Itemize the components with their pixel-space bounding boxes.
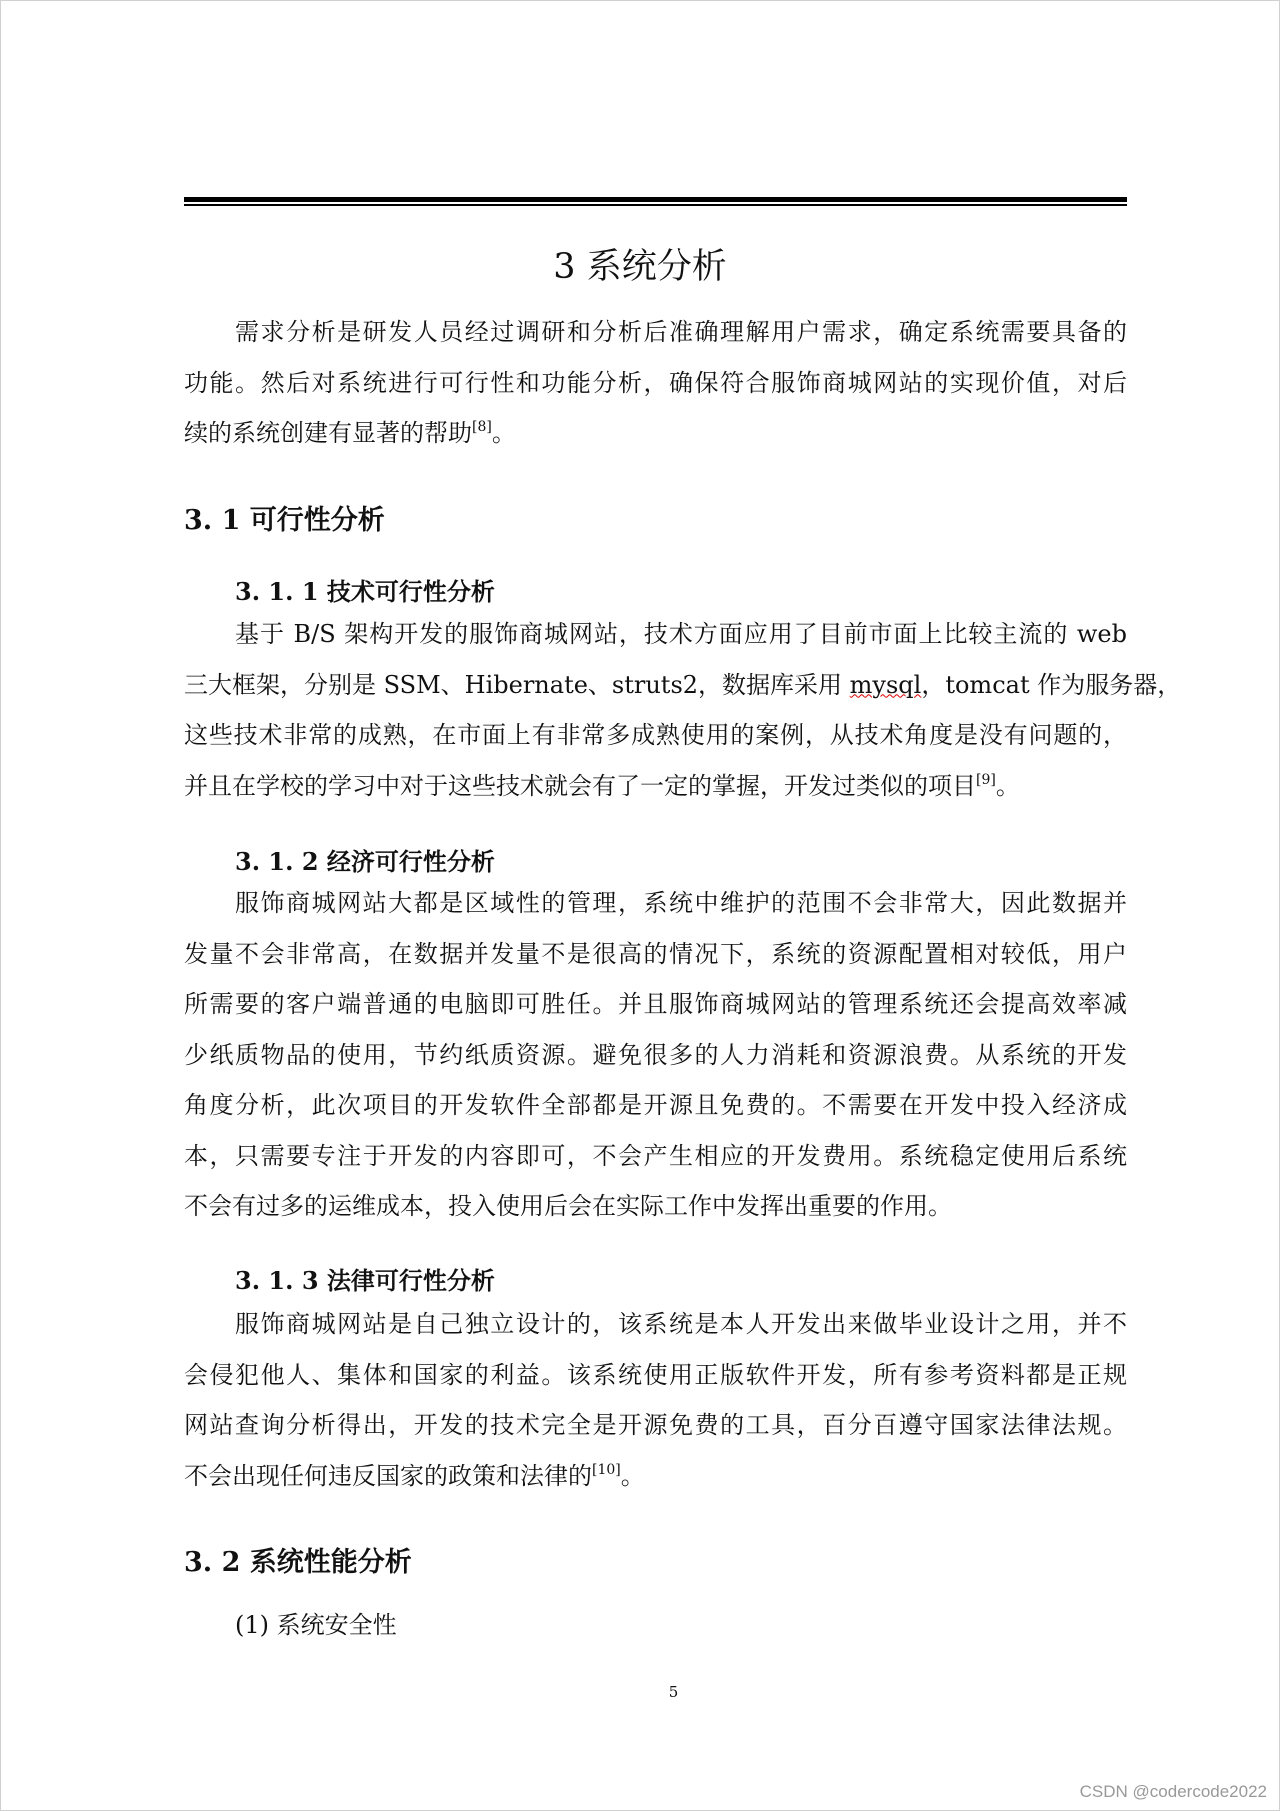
page-number: 5 [668, 1683, 679, 1701]
section-heading-3-1: 3. 1 可行性分析 [184, 505, 385, 536]
text-line: 这些技术非常的成熟，在市面上有非常多成熟使用的案例，从技术角度是没有问题的， [184, 721, 1127, 749]
text-line: 本，只需要专注于开发的内容即可，不会产生相应的开发费用。系统稳定使用后系统 [184, 1141, 1127, 1170]
text: 不会出现任何违反国家的政策和法律的 [184, 1461, 592, 1490]
text-line: 功能。然后对系统进行可行性和功能分析，确保符合服饰商城网站的实现价值，对后 [184, 368, 1127, 397]
citation: [9] [976, 771, 996, 788]
header-rule-thin [184, 204, 1127, 206]
text: 三大框架，分别是 SSM、Hibernate、struts2，数据库采用 [184, 670, 850, 699]
paragraph-technical [184, 609, 1182, 811]
text-line [184, 761, 1127, 812]
text-line: 会侵犯他人、集体和国家的利益。该系统使用正版软件开发，所有参考资料都是正规 [184, 1360, 1127, 1389]
text-line: 不会有过多的运维成本，投入使用后会在实际工作中发挥出重要的作用。 [184, 1192, 952, 1220]
section-heading-3-1-1: 3. 1. 1 技术可行性分析 [235, 577, 495, 606]
watermark: CSDN @codercode2022 [1079, 1782, 1267, 1801]
spellcheck-word: mysql [849, 670, 922, 699]
text-line [184, 1451, 1127, 1502]
text-line: 发量不会非常高，在数据并发量不是很高的情况下，系统的资源配置相对较低，用户 [184, 939, 1127, 968]
text: 。 [491, 419, 516, 447]
header-rule-thick [184, 197, 1127, 202]
citation: [8] [472, 419, 492, 435]
text: 续的系统创建有显著的帮助 [184, 419, 472, 447]
citation: [10] [592, 1461, 621, 1478]
section-heading-3-1-2: 3. 1. 2 经济可行性分析 [235, 847, 495, 876]
chapter-title: 3 系统分析 [553, 247, 727, 287]
text: 并且在学校的学习中对于这些技术就会有了一定的掌握，开发过类似的项目 [184, 771, 976, 800]
text-line: 网站查询分析得出，开发的技术完全是开源免费的工具，百分百遵守国家法律法规。 [184, 1411, 1127, 1439]
section-heading-3-1-3: 3. 1. 3 法律可行性分析 [235, 1266, 495, 1295]
text-line: 需求分析是研发人员经过调研和分析后准确理解用户需求，确定系统需要具备的 [235, 318, 1127, 346]
text-line [184, 660, 1182, 711]
text-line: 少纸质物品的使用，节约纸质资源。避免很多的人力消耗和资源浪费。从系统的开发 [184, 1040, 1127, 1069]
section-heading-3-2: 3. 2 系统性能分析 [184, 1547, 412, 1578]
text: 。 [995, 771, 1020, 800]
paragraph-legal [184, 1299, 1127, 1501]
text-line: 基于 B/S 架构开发的服饰商城网站，技术方面应用了目前市面上比较主流的 web [235, 620, 1127, 648]
text-line: 角度分析，此次项目的开发软件全部都是开源且免费的。不需要在开发中投入经济成 [184, 1091, 1127, 1119]
text: ，tomcat 作为服务器， [921, 670, 1182, 699]
list-item: (1) 系统安全性 [235, 1611, 397, 1639]
text: 。 [620, 1461, 645, 1490]
text-line: 服饰商城网站是自己独立设计的，该系统是本人开发出来做毕业设计之用，并不 [235, 1310, 1127, 1338]
text-line: 所需要的客户端普通的电脑即可胜任。并且服饰商城网站的管理系统还会提高效率减 [184, 990, 1127, 1018]
text-line [184, 408, 1127, 459]
text-line: 服饰商城网站大都是区域性的管理，系统中维护的范围不会非常大，因此数据并 [235, 889, 1127, 917]
intro-paragraph [184, 307, 1127, 459]
paragraph-economic [184, 878, 1127, 1232]
